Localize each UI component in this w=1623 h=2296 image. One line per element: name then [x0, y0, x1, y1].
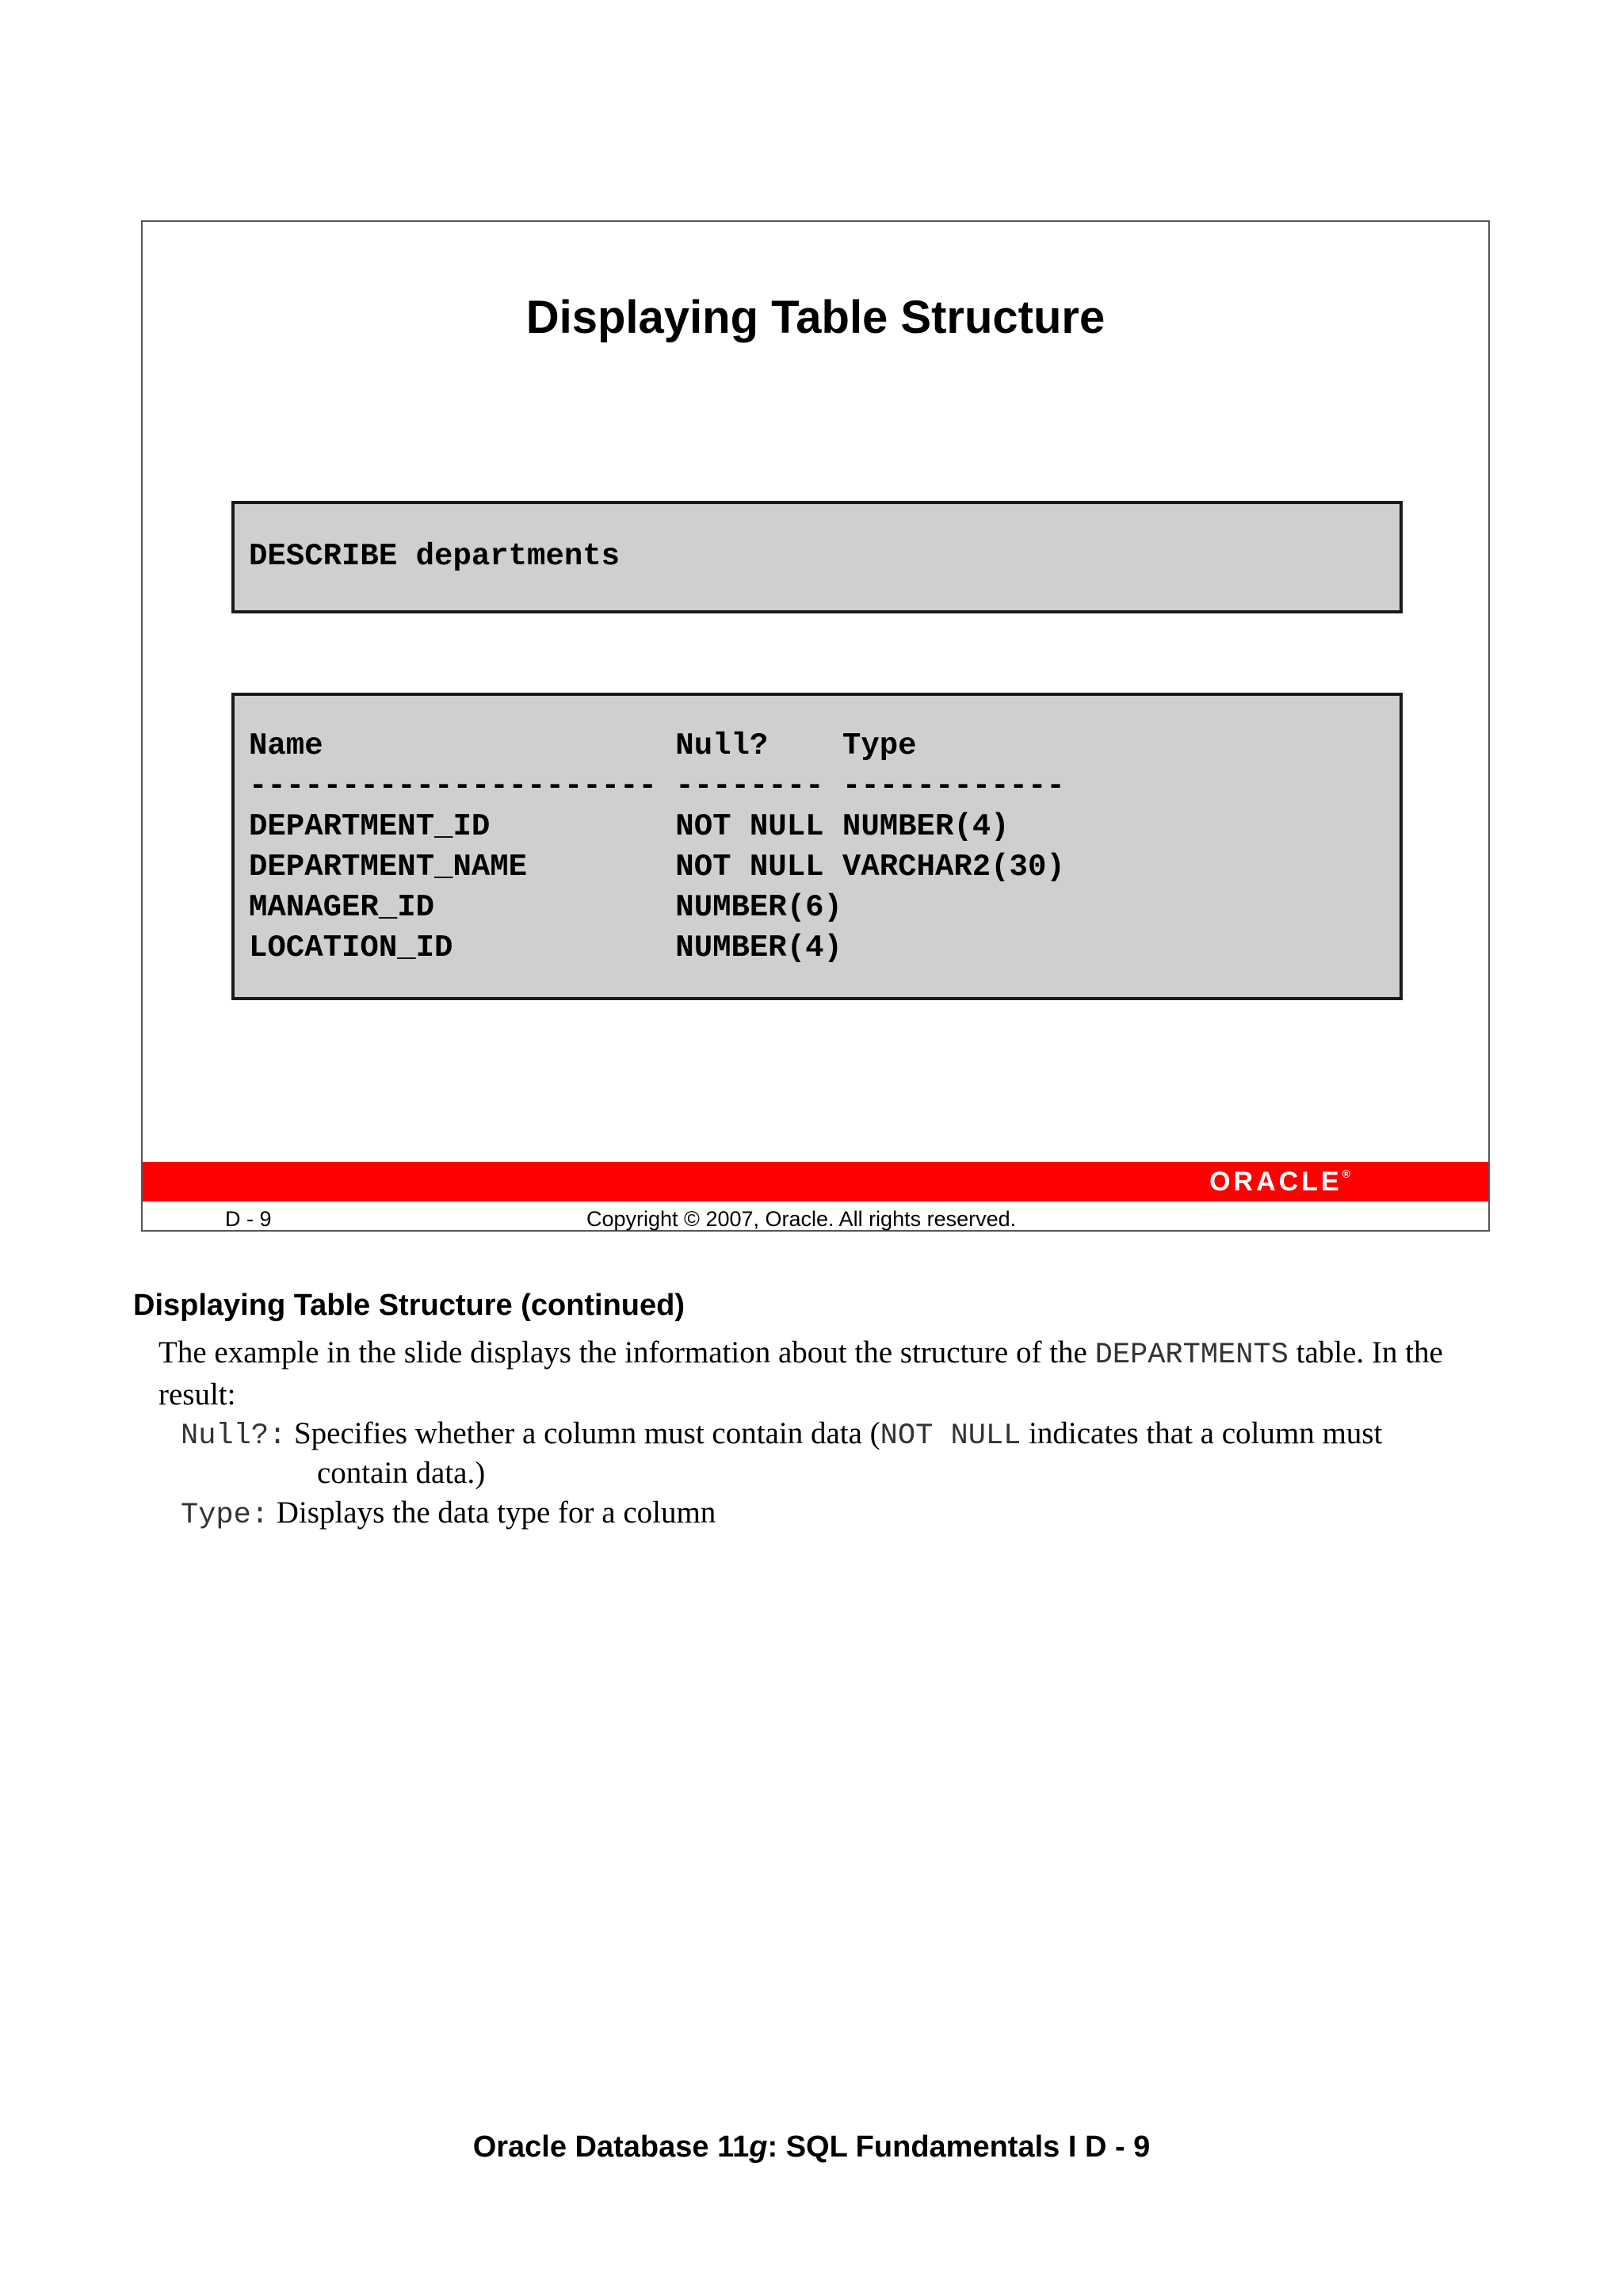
registered-mark: ®	[1342, 1167, 1350, 1180]
def-text-post: indicates that a column must	[1021, 1416, 1383, 1450]
oracle-red-bar	[143, 1162, 1488, 1201]
result-row: MANAGER_ID NUMBER(6)	[249, 890, 842, 925]
result-row: DEPARTMENT_NAME NOT NULL VARCHAR2(30)	[249, 850, 1065, 884]
footer-post: : SQL Fundamentals I D - 9	[767, 2130, 1151, 2164]
para-code: DEPARTMENTS	[1094, 1339, 1289, 1372]
result-box	[231, 693, 1403, 1000]
para-text-pre: The example in the slide displays the information about the structure of the	[158, 1335, 1095, 1370]
slide-frame	[141, 220, 1490, 1232]
definition-null-continued: contain data.)	[317, 1456, 486, 1490]
result-row: DEPARTMENT_ID NOT NULL NUMBER(4)	[249, 809, 1010, 844]
def-type-text: Displays the data type for a column	[269, 1496, 716, 1530]
para-text-post: table. In the result:	[158, 1335, 1443, 1412]
footer-pre: Oracle Database 11	[472, 2130, 750, 2164]
copyright-text: Copyright © 2007, Oracle. All rights reserved.	[586, 1207, 1017, 1231]
slide-title: Displaying Table Structure	[525, 292, 1106, 343]
notes-heading: Displaying Table Structure (continued)	[133, 1289, 685, 1322]
slide-footer	[143, 1207, 1488, 1231]
def-text-pre: Specifies whether a column must contain data (	[286, 1416, 880, 1450]
oracle-logo-text: ORACLE	[1209, 1167, 1342, 1197]
definition-null	[181, 1414, 1512, 1456]
def-term-type: Type:	[181, 1499, 269, 1532]
notes-paragraph	[158, 1333, 1506, 1415]
command-box	[231, 501, 1403, 613]
def-term-null: Null?:	[181, 1419, 287, 1453]
slide-number: D - 9	[225, 1207, 272, 1231]
command-text: DESCRIBE departments	[249, 539, 621, 574]
oracle-logo	[1209, 1168, 1350, 1195]
definition-type	[181, 1493, 716, 1535]
def-code-not-null: NOT NULL	[880, 1419, 1022, 1453]
page-footer	[0, 2130, 1623, 2164]
footer-italic: g	[749, 2130, 768, 2164]
result-separator-line: ---------------------- -------- ------------	[249, 769, 1065, 804]
result-header-line: Name Null? Type	[249, 728, 917, 763]
result-row: LOCATION_ID NUMBER(4)	[249, 930, 842, 965]
